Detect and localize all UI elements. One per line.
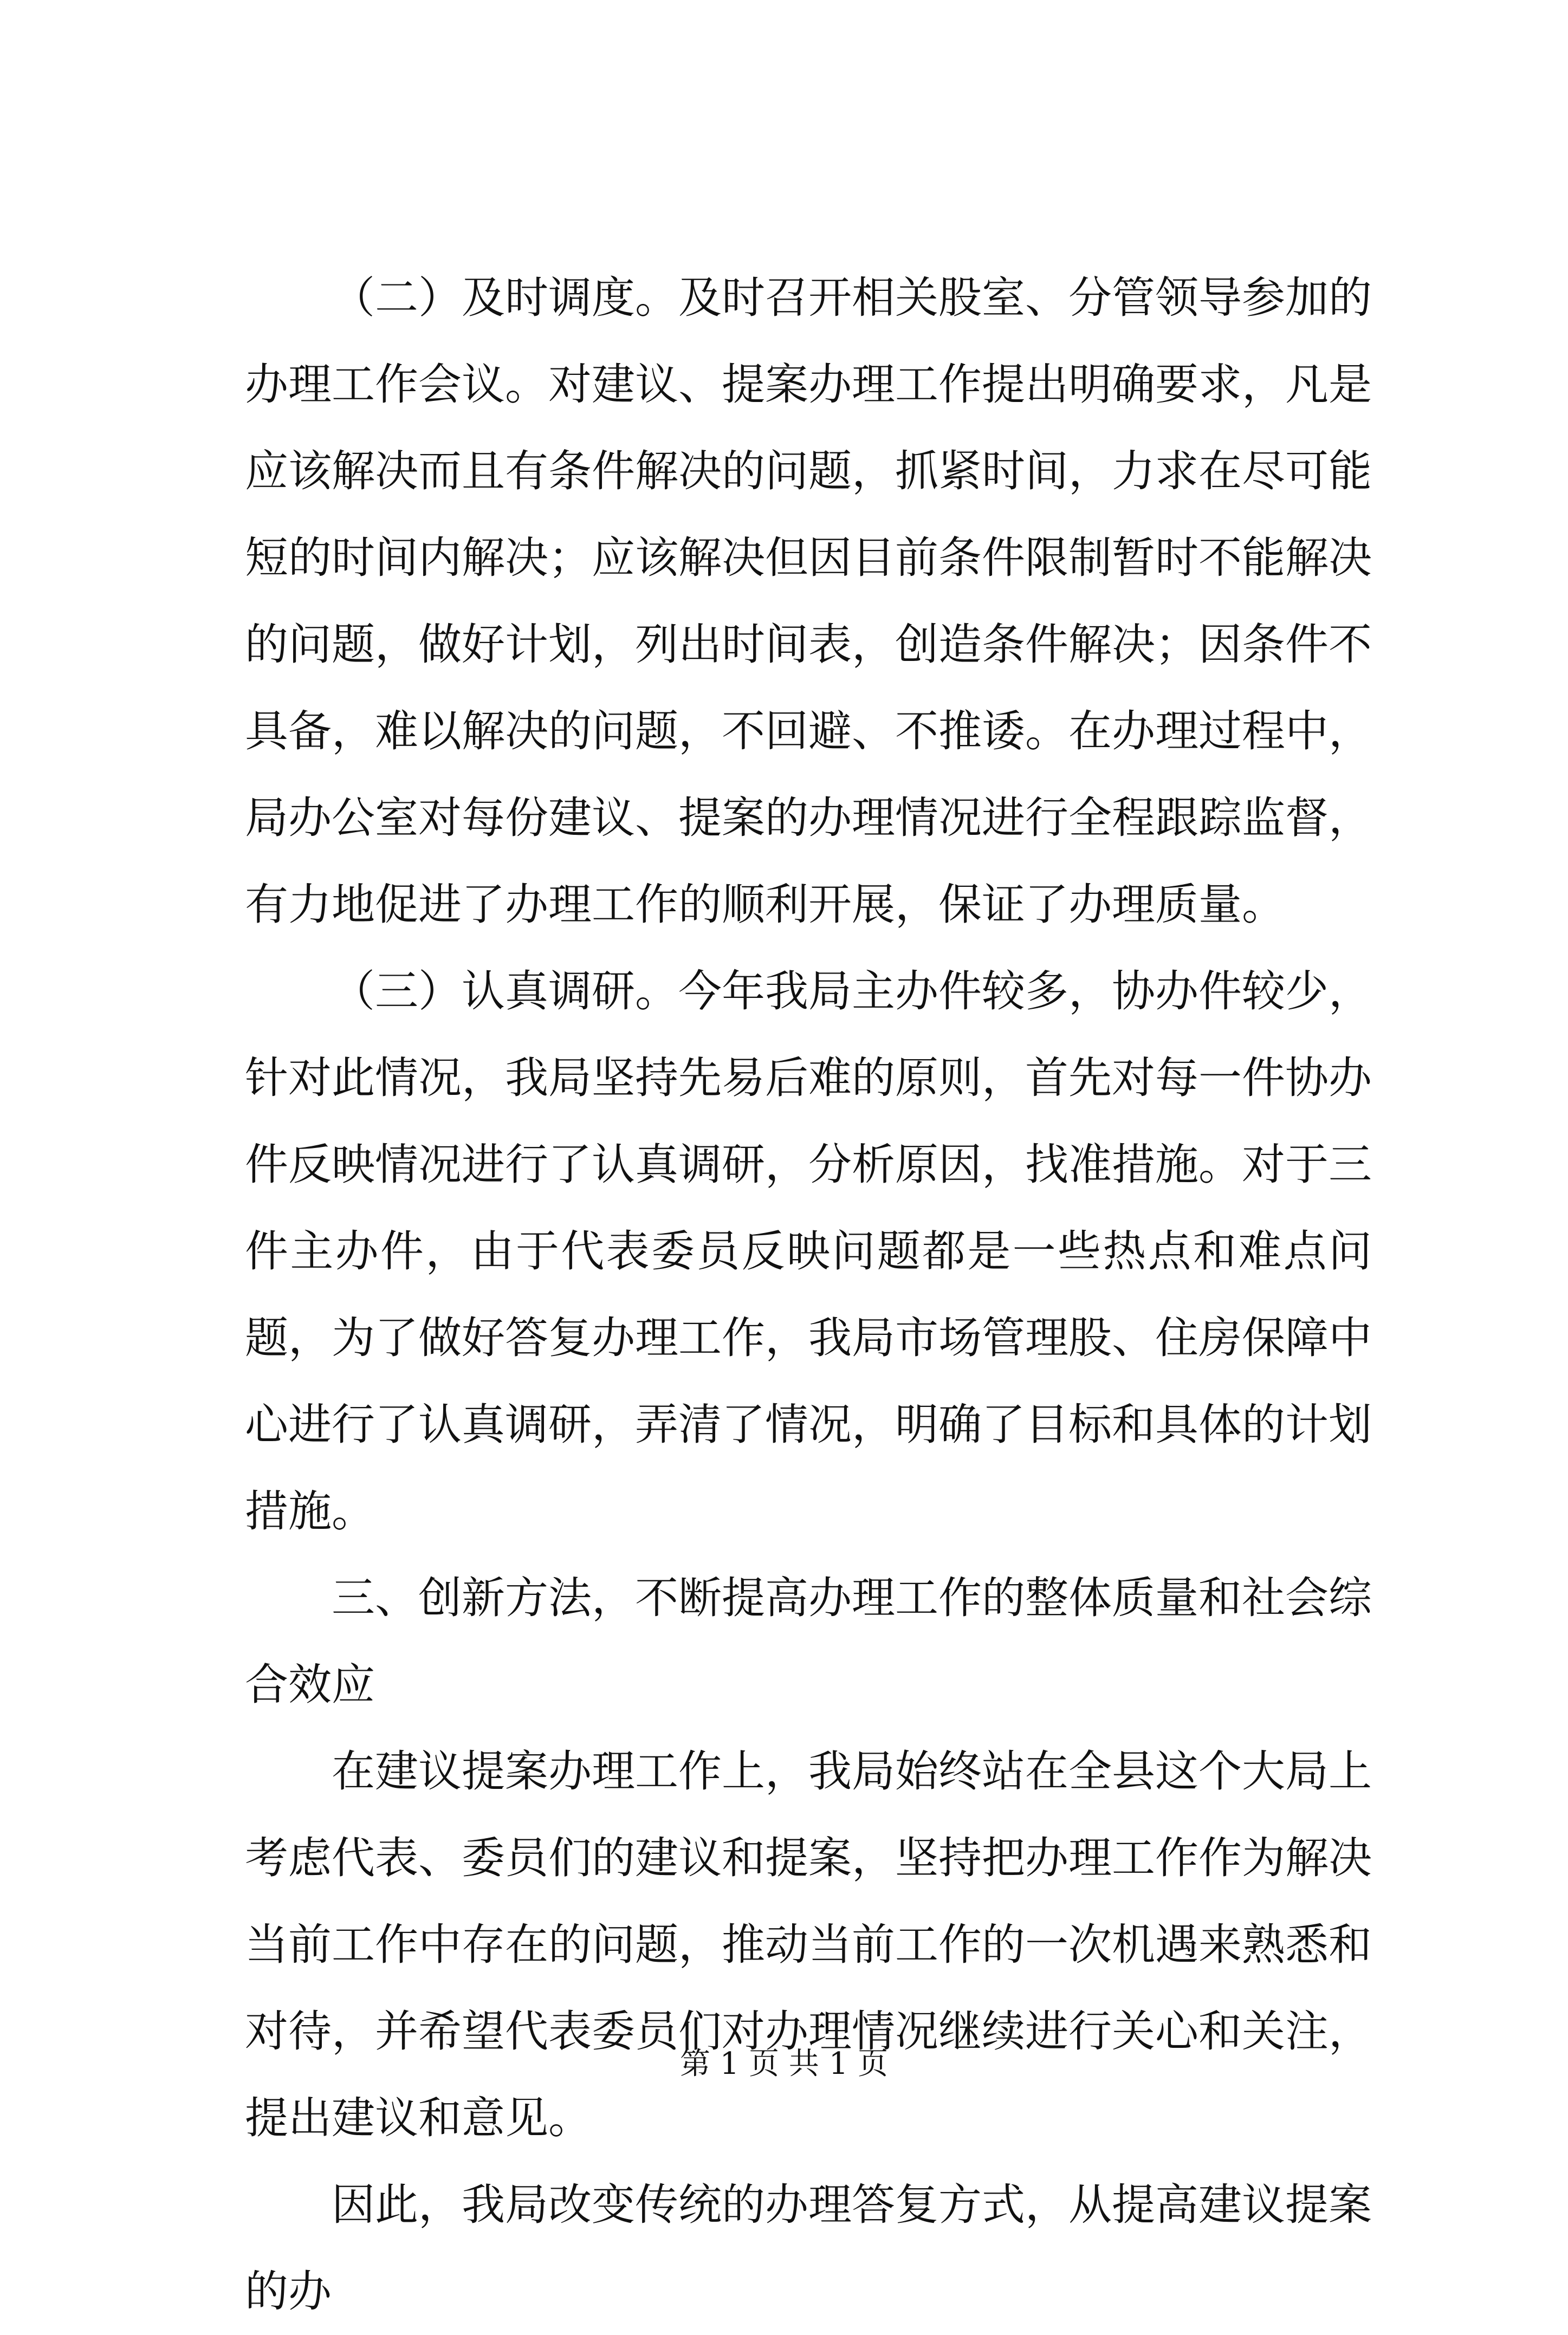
- page-footer: 第 1 页 共 1 页: [679, 2046, 889, 2081]
- paragraph-careful-research: （三）认真调研。今年我局主办件较多，协办件较少，针对此情况，我局坚持先易后难的原则，首先对每一件协办件反映情况进行了认真调研，分析原因，找准措施。对于三件主办件，由于代表委员反映问题都是一些热点和难点问题，为了做好答复办理工作，我局市场管理股、住房保障中心进行了认真调研，弄清了情况，明确了目标和具体的计划措施。: [245, 966, 1372, 1536]
- paragraph-overall-view: 在建议提案办理工作上，我局始终站在全县这个大局上考虑代表、委员们的建议和提案，坚持把办理工作作为解决当前工作中存在的问题，推动当前工作的一次机遇来熟悉和对待，并希望代表委员们对办理情况继续进行关心和关注，提出建议和意见。: [245, 1746, 1372, 2143]
- document-body: [245, 255, 1372, 2335]
- paragraph-therefore: 因此，我局改变传统的办理答复方式，从提高建议提案的办: [245, 2180, 1372, 2317]
- section-heading-innovation: 三、创新方法，不断提高办理工作的整体质量和社会综合效应: [245, 1573, 1372, 1710]
- paragraph-timely-dispatch: （二）及时调度。及时召开相关股室、分管领导参加的办理工作会议。对建议、提案办理工作提出明确要求，凡是应该解决而且有条件解决的问题，抓紧时间，力求在尽可能短的时间内解决；应该解决但因目前条件限制暂时不能解决的问题，做好计划，列出时间表，创造条件解决；因条件不具备，难以解决的问题，不回避、不推诿。在办理过程中，局办公室对每份建议、提案的办理情况进行全程跟踪监督，有力地促进了办理工作的顺利开展，保证了办理质量。: [245, 273, 1372, 930]
